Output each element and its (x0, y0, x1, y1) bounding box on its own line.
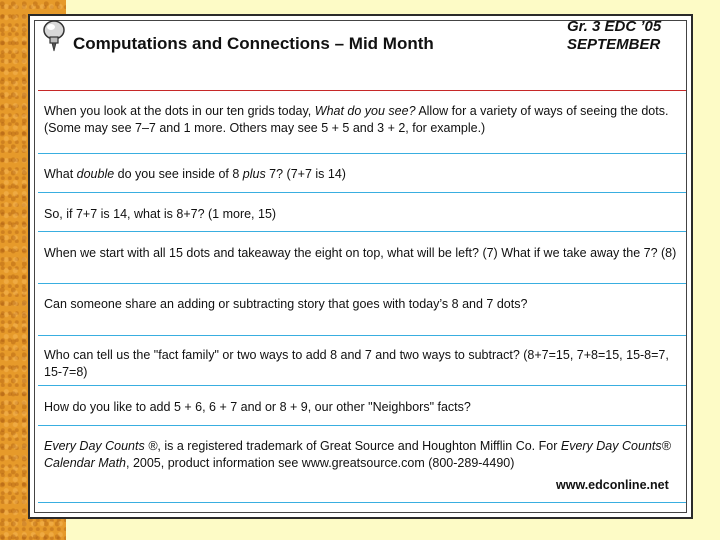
question-7: How do you like to add 5 + 6, 6 + 7 and or 8 + 9, our other "Neighbors" facts? (44, 400, 471, 414)
rule-4 (38, 283, 686, 284)
question-4: When we start with all 15 dots and takeaway the eight on top, what will be left? (7) What if we take away the 7? (8) (44, 246, 677, 260)
title-rule (38, 90, 686, 91)
question-1-emphasis: What do you see? (314, 104, 416, 118)
rule-3 (38, 231, 686, 232)
question-1-text-c: Allow for a variety of ways of seeing the dots. (Some may see 7–7 and 1 more. Others may see 5 + 5 and 3 + 2, for example.) (44, 104, 669, 135)
trademark-info: , 2005, product information see www.greatsource.com (800-289-4490) (126, 456, 515, 470)
trademark-footer (44, 438, 684, 472)
question-2-emphasis-double: double (76, 167, 115, 181)
trademark-product: Every Day Counts® Calendar Math (44, 439, 671, 470)
question-1 (44, 103, 684, 137)
page-title: Computations and Connections – Mid Month (73, 34, 434, 53)
rule-1 (38, 153, 686, 154)
rule-2 (38, 192, 686, 193)
bottom-rule (38, 502, 686, 503)
question-2-text-e: 7? (7+7 is 14) (265, 167, 346, 181)
website-link[interactable]: www.edconline.net (556, 478, 669, 492)
rule-7 (38, 425, 686, 426)
question-5: Can someone share an adding or subtracting story that goes with today’s 8 and 7 dots? (44, 297, 528, 311)
question-2-text-a: What (44, 167, 77, 181)
rule-6 (38, 385, 686, 386)
question-2 (44, 166, 684, 183)
month-label: SEPTEMBER (567, 36, 661, 53)
trademark-name: Every Day Counts ® (44, 439, 158, 453)
grade-label: Gr. 3 EDC ’05 (567, 18, 662, 35)
rule-5 (38, 335, 686, 336)
question-1-text-a: When you look at the dots in our ten grids today, (44, 104, 315, 118)
question-2-text-c: do you see inside of 8 (114, 167, 243, 181)
question-6: Who can tell us the "fact family" or two ways to add 8 and 7 and two ways to subtract? (8+7=15, 7+8=15, 15-8=7, 15-7=8) (44, 348, 669, 379)
trademark-text: , is a registered trademark of Great Source and Houghton Mifflin Co. For (157, 439, 561, 453)
question-2-emphasis-plus: plus (242, 167, 266, 181)
pushpin-icon (40, 20, 68, 52)
question-3: So, if 7+7 is 14, what is 8+7? (1 more, 15) (44, 207, 277, 221)
